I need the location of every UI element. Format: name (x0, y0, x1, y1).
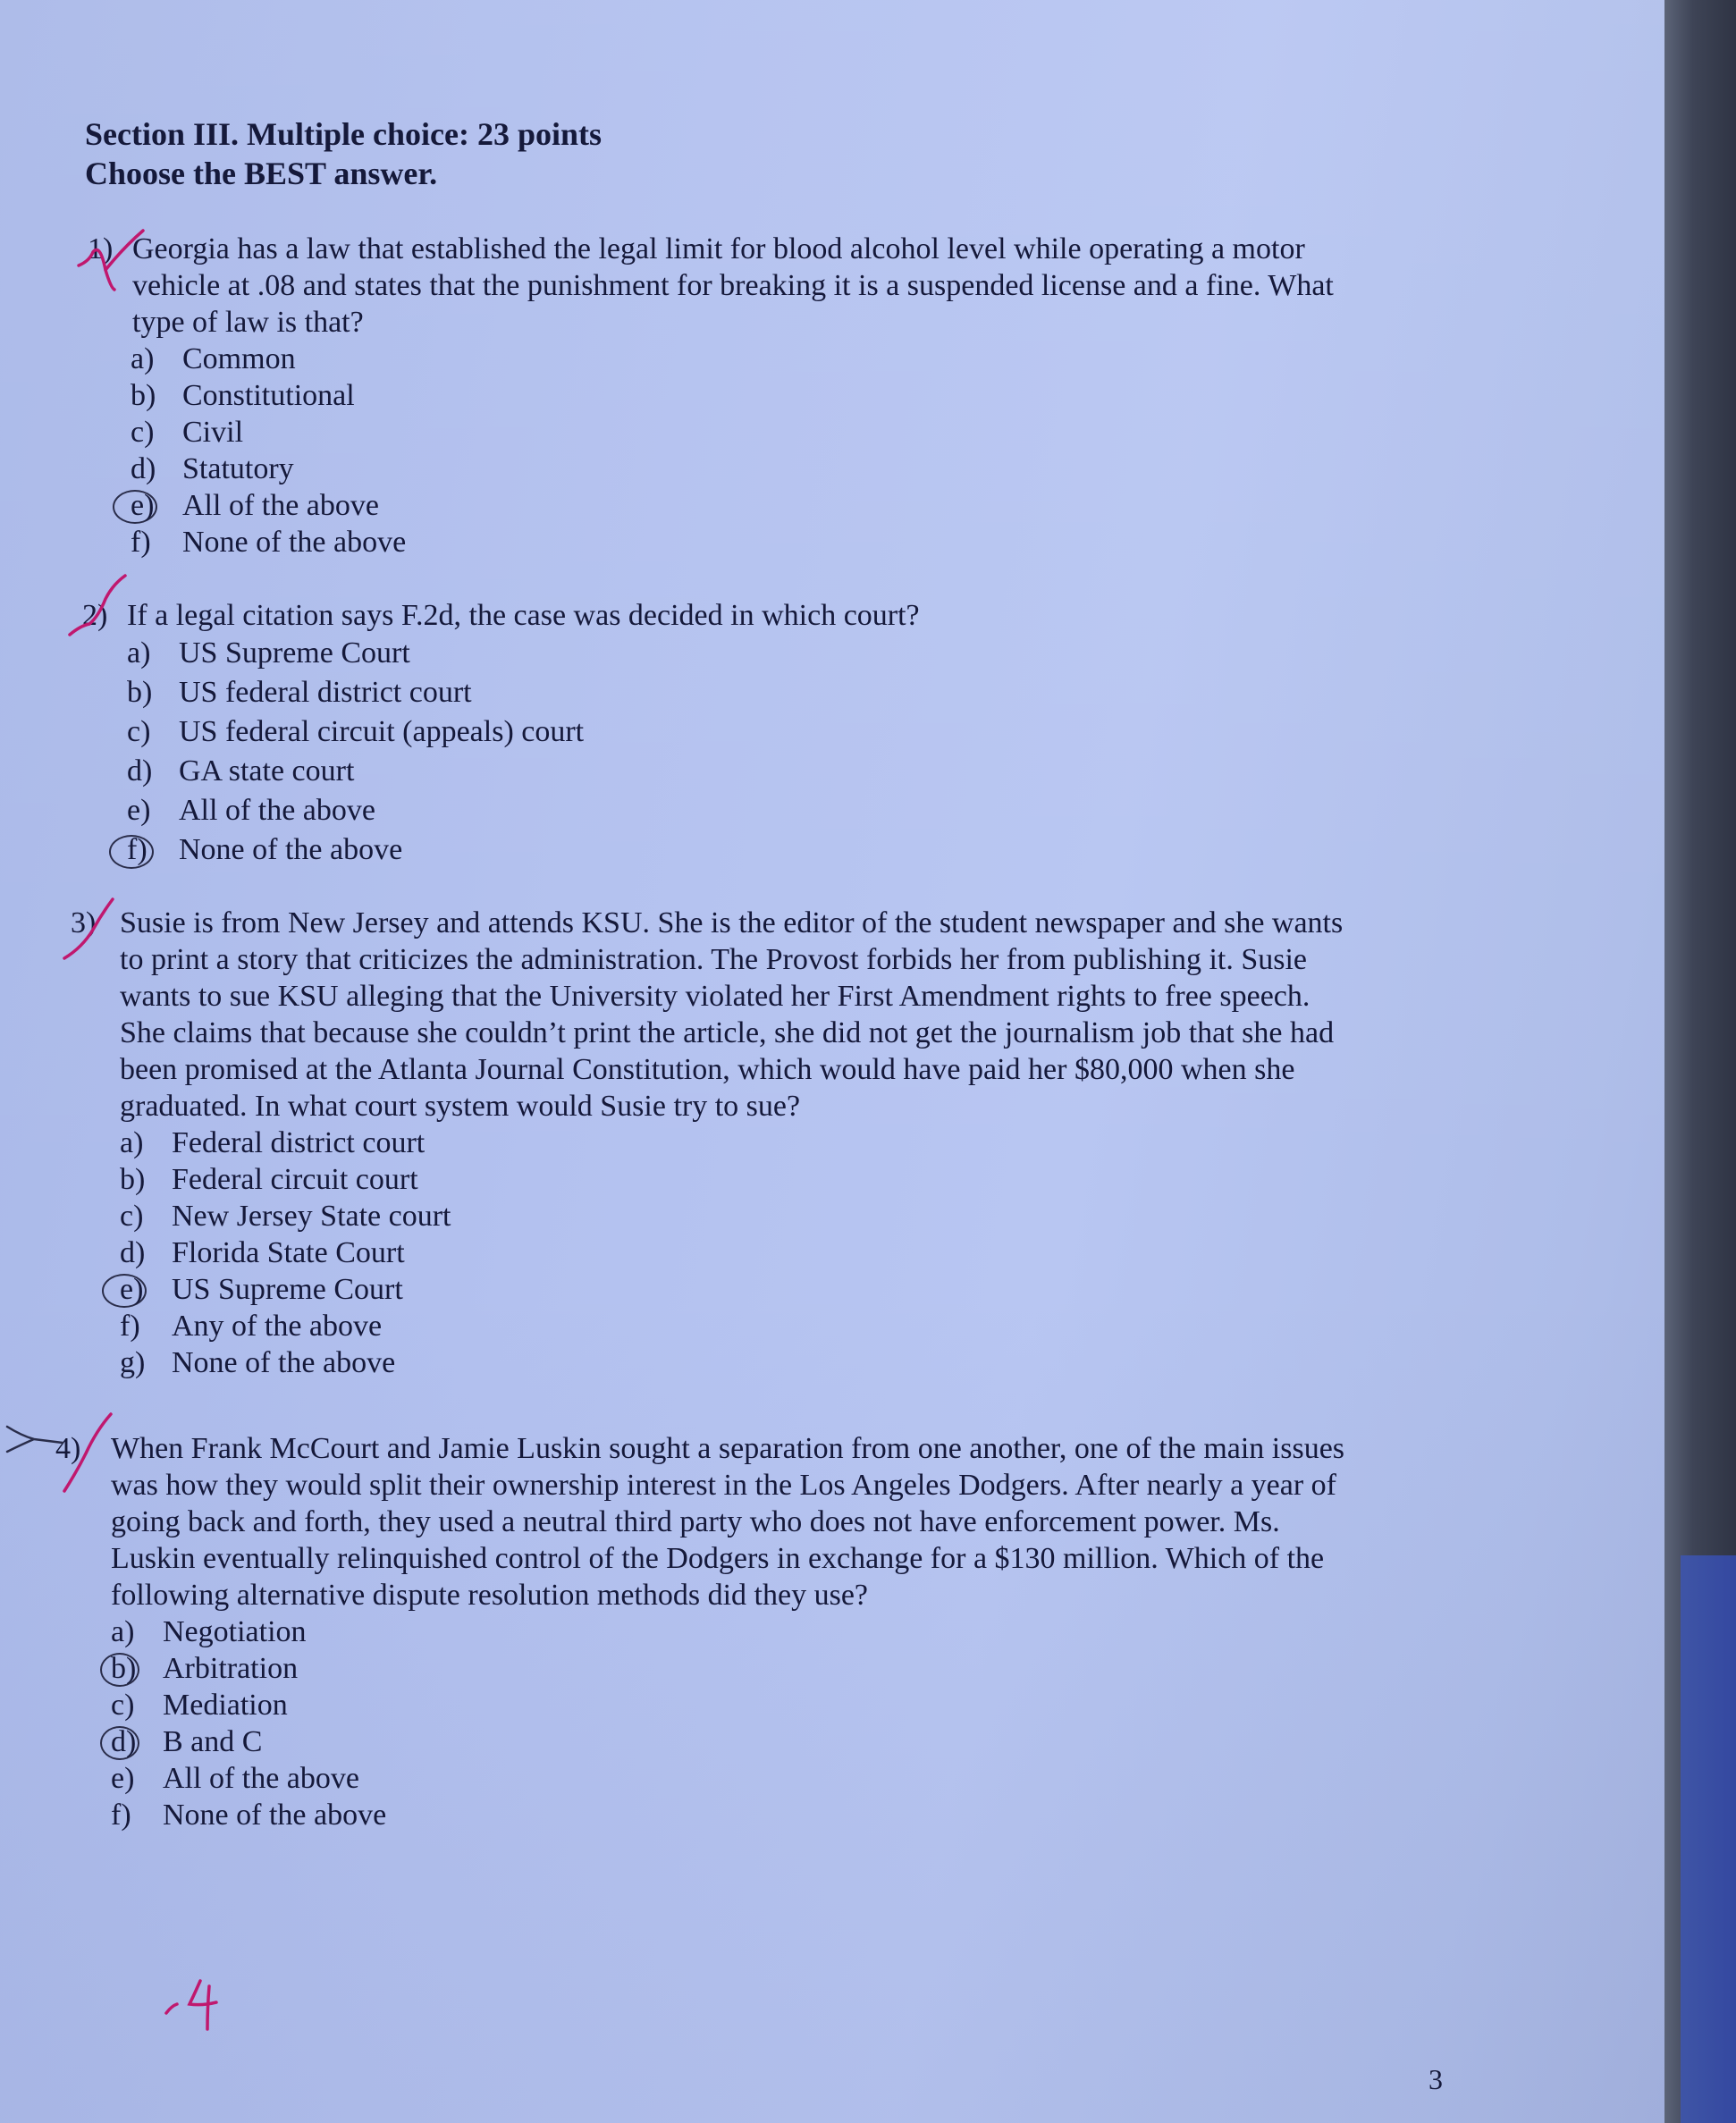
option-text: Federal circuit court (172, 1163, 418, 1196)
pen-arrow-mark-q4 (4, 1420, 66, 1464)
option-text: Any of the above (172, 1310, 383, 1343)
question-1 (88, 231, 1527, 560)
answer-option-selected (111, 1650, 1505, 1687)
option-letter: a) (111, 1615, 135, 1648)
answer-option (120, 1308, 1514, 1344)
option-letter: e) (127, 794, 151, 827)
option-text: All of the above (163, 1762, 359, 1795)
option-text: None of the above (163, 1799, 387, 1832)
answer-option-selected (127, 830, 1521, 870)
page-number: 3 (1428, 2063, 1443, 2095)
option-letter: c) (127, 715, 151, 748)
option-letter: e) (131, 489, 155, 522)
pen-check-mark-q3 (55, 894, 136, 974)
question-number: 4) (55, 1432, 81, 1465)
question-text-line: When Frank McCourt and Jamie Luskin sought a separation from one another, one of the main issues (111, 1432, 1345, 1465)
question-text-line: vehicle at .08 and states that the punishment for breaking it is a suspended license and a fine. What (132, 269, 1334, 302)
answer-option (111, 1760, 1505, 1797)
answer-option (131, 414, 1527, 451)
answer-option (111, 1613, 1505, 1650)
question-text-line: She claims that because she couldn’t print the article, she did not get the journalism job that she had (120, 1016, 1335, 1049)
answer-option (120, 1161, 1514, 1198)
option-text: B and C (163, 1725, 263, 1758)
option-text: US Supreme Court (179, 636, 410, 670)
option-letter: a) (127, 636, 151, 670)
answer-option (127, 752, 1521, 791)
option-letter: d) (131, 452, 156, 485)
option-letter: c) (120, 1200, 144, 1233)
option-letter: f) (131, 526, 151, 559)
answer-option (127, 634, 1521, 673)
answer-option (111, 1797, 1505, 1833)
answer-option (131, 524, 1527, 560)
answer-option (131, 341, 1527, 377)
answer-option-selected (111, 1723, 1505, 1760)
option-letter: f) (120, 1310, 140, 1343)
question-number: 1) (88, 232, 114, 265)
option-letter: c) (111, 1689, 135, 1722)
question-number: 2) (82, 599, 108, 632)
question-text-line: Georgia has a law that established the legal limit for blood alcohol level while operating a motor (132, 232, 1305, 265)
question-text-line: going back and forth, they used a neutral third party who does not have enforcement power. Ms. (111, 1505, 1280, 1538)
option-letter: b) (111, 1652, 137, 1685)
answer-option (111, 1687, 1505, 1723)
option-text: Negotiation (163, 1615, 307, 1648)
answer-option (127, 673, 1521, 712)
question-text-line: type of law is that? (132, 306, 364, 339)
option-letter: b) (120, 1163, 146, 1196)
option-text: None of the above (182, 526, 407, 559)
option-letter: c) (131, 416, 155, 449)
option-letter: f) (127, 833, 147, 866)
option-text: None of the above (172, 1346, 396, 1379)
option-text: US federal circuit (appeals) court (179, 715, 585, 748)
option-letter: a) (131, 342, 155, 375)
option-text: Constitutional (182, 379, 355, 412)
option-text: Federal district court (172, 1126, 426, 1159)
question-text-line: wants to sue KSU alleging that the University violated her First Amendment rights to free speech. (120, 980, 1310, 1013)
handwritten-score (163, 1977, 234, 2040)
option-letter: b) (127, 676, 153, 709)
section-instruction: Choose the BEST answer. (85, 156, 438, 191)
option-text: US federal district court (179, 676, 472, 709)
question-text-line: Susie is from New Jersey and attends KSU. She is the editor of the student newspaper and she wants (120, 906, 1344, 939)
question-text-line: If a legal citation says F.2d, the case was decided in which court? (127, 599, 920, 632)
answer-option (120, 1198, 1514, 1234)
answer-option (131, 377, 1527, 414)
question-2 (82, 597, 1521, 870)
section-title: Section III. Multiple choice: 23 points (85, 116, 603, 152)
option-text: Statutory (182, 452, 294, 485)
question-text-line: been promised at the Atlanta Journal Constitution, which would have paid her $80,000 when she (120, 1053, 1295, 1086)
option-text: None of the above (179, 833, 403, 866)
option-letter: g) (120, 1346, 146, 1379)
question-3 (71, 905, 1514, 1381)
answer-option (127, 712, 1521, 752)
background-edge (1664, 0, 1736, 2123)
option-text: All of the above (182, 489, 379, 522)
option-text: Florida State Court (172, 1236, 405, 1269)
question-4 (55, 1430, 1505, 1833)
option-text: Mediation (163, 1689, 288, 1722)
option-letter: f) (111, 1799, 131, 1832)
pen-check-mark-q2 (63, 572, 143, 653)
pen-check-mark-q1 (70, 225, 150, 297)
option-text: New Jersey State court (172, 1200, 451, 1233)
question-text-line: Luskin eventually relinquished control of the Dodgers in exchange for a $130 million. Which of the (111, 1542, 1325, 1575)
option-text: Common (182, 342, 296, 375)
option-text: All of the above (179, 794, 375, 827)
option-text: US Supreme Court (172, 1273, 403, 1306)
question-number: 3) (71, 906, 97, 939)
option-text: Civil (182, 416, 244, 449)
answer-option (120, 1344, 1514, 1381)
answer-option (127, 791, 1521, 830)
answer-option (120, 1234, 1514, 1271)
option-text: GA state court (179, 754, 355, 788)
option-letter: d) (111, 1725, 137, 1758)
question-text-line: to print a story that criticizes the administration. The Provost forbids her from publishing it. Susie (120, 943, 1308, 976)
option-letter: e) (111, 1762, 135, 1795)
question-text-line: graduated. In what court system would Susie try to sue? (120, 1090, 801, 1123)
option-letter: d) (127, 754, 153, 788)
answer-option-selected (131, 487, 1527, 524)
answer-option (120, 1125, 1514, 1161)
option-letter: a) (120, 1126, 144, 1159)
option-text: Arbitration (163, 1652, 299, 1685)
section-header (85, 114, 602, 193)
option-letter: e) (120, 1273, 144, 1306)
option-letter: d) (120, 1236, 146, 1269)
answer-option-selected (120, 1271, 1514, 1308)
background-blue-object (1681, 1555, 1736, 2123)
question-text-line: following alternative dispute resolution methods did they use? (111, 1579, 868, 1612)
option-letter: b) (131, 379, 156, 412)
question-text-line: was how they would split their ownership interest in the Los Angeles Dodgers. After nearly a year of (111, 1469, 1337, 1502)
answer-option (131, 451, 1527, 487)
